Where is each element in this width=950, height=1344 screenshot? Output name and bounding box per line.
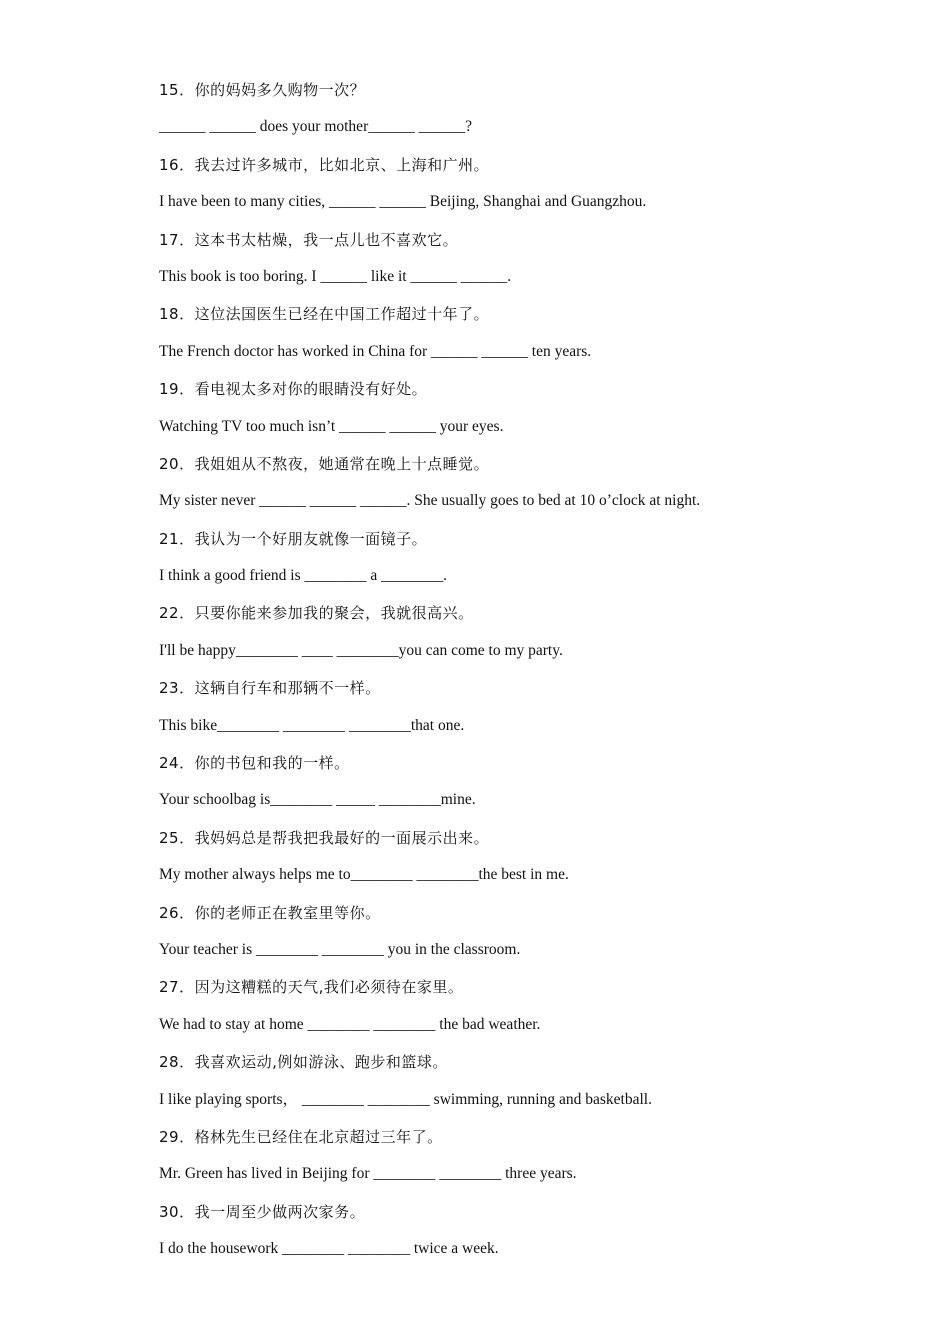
exercise-item bbox=[159, 676, 879, 751]
chinese-prompt: 21．我认为一个好朋友就像一面镜子。 bbox=[159, 529, 428, 548]
chinese-prompt: 19．看电视太多对你的眼睛没有好处。 bbox=[159, 380, 428, 399]
english-answer-line: The French doctor has worked in China for ______ ______ ten years. bbox=[159, 342, 592, 360]
exercise-item bbox=[159, 826, 879, 901]
exercise-item bbox=[159, 452, 879, 527]
exercise-item bbox=[159, 601, 879, 676]
chinese-prompt: 27．因为这糟糕的天气,我们必须待在家里。 bbox=[159, 978, 464, 997]
exercise-item bbox=[159, 901, 879, 976]
exercise-item bbox=[159, 228, 879, 303]
english-answer-line: I think a good friend is ________ a ________. bbox=[159, 567, 448, 585]
exercise-item bbox=[159, 1050, 879, 1125]
english-answer-line: This bike________ ________ ________that one. bbox=[159, 716, 465, 734]
chinese-prompt: 22．只要你能来参加我的聚会，我就很高兴。 bbox=[159, 604, 474, 623]
english-answer-line: I'll be happy________ ____ ________you can come to my party. bbox=[159, 641, 563, 659]
english-answer-line: I like playing sports， ________ ________ swimming, running and basketball. bbox=[159, 1090, 652, 1108]
chinese-prompt: 18．这位法国医生已经在中国工作超过十年了。 bbox=[159, 305, 490, 324]
chinese-prompt: 30．我一周至少做两次家务。 bbox=[159, 1202, 366, 1221]
english-answer-line: My mother always helps me to________ ________the best in me. bbox=[159, 866, 569, 884]
exercise-item bbox=[159, 1125, 879, 1200]
chinese-prompt: 16．我去过许多城市，比如北京、上海和广州。 bbox=[159, 155, 490, 174]
exercise-item bbox=[159, 751, 879, 826]
english-answer-line: Your teacher is ________ ________ you in the classroom. bbox=[159, 940, 521, 958]
exercise-item bbox=[159, 302, 879, 377]
english-answer-line: Watching TV too much isn’t ______ ______ your eyes. bbox=[159, 417, 504, 435]
exercise-item bbox=[159, 78, 879, 153]
chinese-prompt: 17．这本书太枯燥，我一点儿也不喜欢它。 bbox=[159, 230, 459, 249]
chinese-prompt: 15．你的妈妈多久购物一次？ bbox=[159, 81, 366, 99]
chinese-prompt: 24．你的书包和我的一样。 bbox=[159, 754, 350, 773]
exercise-item bbox=[159, 527, 879, 602]
english-answer-line: I do the housework ________ ________ twice a week. bbox=[159, 1240, 499, 1258]
english-answer-line: I have been to many cities, ______ ______ Beijing, Shanghai and Guangzhou. bbox=[159, 193, 647, 211]
exercise-item bbox=[159, 1200, 879, 1275]
english-answer-line: We had to stay at home ________ ________ the bad weather. bbox=[159, 1015, 541, 1033]
chinese-prompt: 23．这辆自行车和那辆不一样。 bbox=[159, 679, 381, 698]
english-answer-line: My sister never ______ ______ ______. She usually goes to bed at 10 o’clock at night. bbox=[159, 492, 701, 510]
english-answer-line: ______ ______ does your mother______ ______? bbox=[159, 118, 472, 136]
english-answer-line: This book is too boring. I ______ like it ______ ______. bbox=[159, 267, 512, 285]
chinese-prompt: 26．你的老师正在教室里等你。 bbox=[159, 903, 381, 922]
exercise-item bbox=[159, 377, 879, 452]
chinese-prompt: 29．格林先生已经住在北京超过三年了。 bbox=[159, 1127, 443, 1146]
exercise-item bbox=[159, 975, 879, 1050]
english-answer-line: Mr. Green has lived in Beijing for ________ ________ three years. bbox=[159, 1165, 577, 1183]
chinese-prompt: 28．我喜欢运动,例如游泳、跑步和篮球。 bbox=[159, 1053, 448, 1072]
chinese-prompt: 20．我姐姐从不熬夜，她通常在晚上十点睡觉。 bbox=[159, 454, 490, 473]
exercise-item bbox=[159, 153, 879, 228]
english-answer-line: Your schoolbag is________ _____ ________mine. bbox=[159, 791, 476, 809]
chinese-prompt: 25．我妈妈总是帮我把我最好的一面展示出来。 bbox=[159, 828, 490, 847]
exercise-list bbox=[159, 78, 879, 1275]
